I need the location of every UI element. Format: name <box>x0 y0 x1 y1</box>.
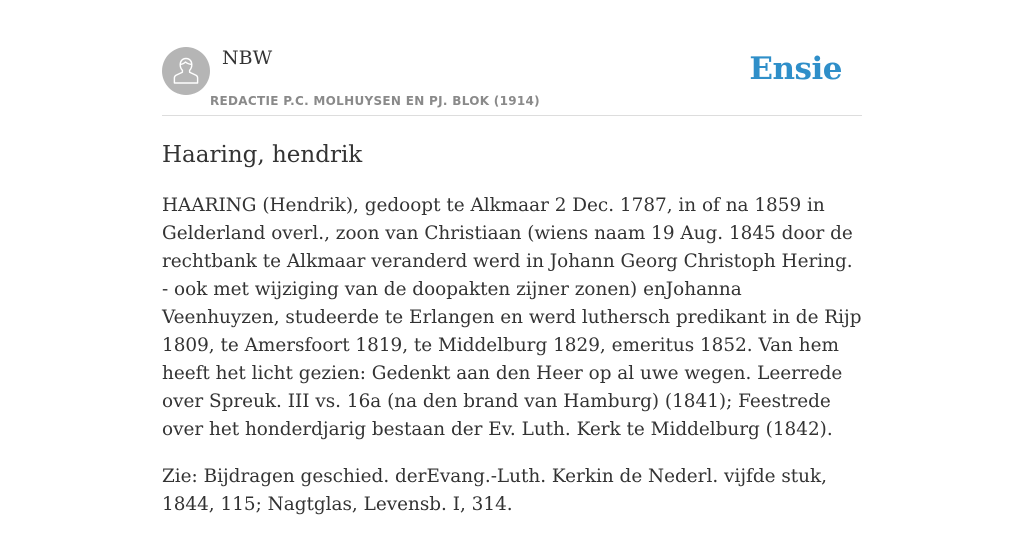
ensie-logo[interactable]: Ensie <box>749 51 842 87</box>
source-header <box>162 0 862 116</box>
source-name[interactable]: NBW <box>222 47 273 69</box>
article-paragraph: HAARING (Hendrik), gedoopt te Alkmaar 2 Dec. 1787, in of na 1859 in Gelderland overl., zoon van Christiaan (wiens naam 19 Aug. 1845 door de rechtbank te Alkmaar veranderd werd in Johann Georg Christoph Hering. - ook met wijziging van de doopakten zijner zonen) enJohanna Veenhuyzen, studeerde te Erlangen en werd luthersch predikant in de Rijp 1809, te Amersfoort 1819, te Middelburg 1829, emeritus 1852. Van hem heeft het licht gezien: Gedenkt aan den Heer op al uwe wegen. Leerrede over Spreuk. III vs. 16a (na den brand van Hamburg) (1841); Feestrede over het honderdjarig bestaan der Ev. Luth. Kerk te Middelburg (1842). <box>162 195 862 440</box>
source-editors: REDACTIE P.C. MOLHUYSEN EN PJ. BLOK (1914) <box>210 94 540 108</box>
user-silhouette-icon <box>173 56 199 86</box>
article-body <box>162 192 862 538</box>
avatar[interactable] <box>162 47 210 95</box>
page <box>162 0 862 515</box>
article-references: Zie: Bijdragen geschied. derEvang.-Luth. Kerkin de Nederl. vijfde stuk, 1844, 115; Nagtglas, Levensb. I, 314. <box>162 466 827 515</box>
page-title: Haaring, hendrik <box>162 142 363 168</box>
